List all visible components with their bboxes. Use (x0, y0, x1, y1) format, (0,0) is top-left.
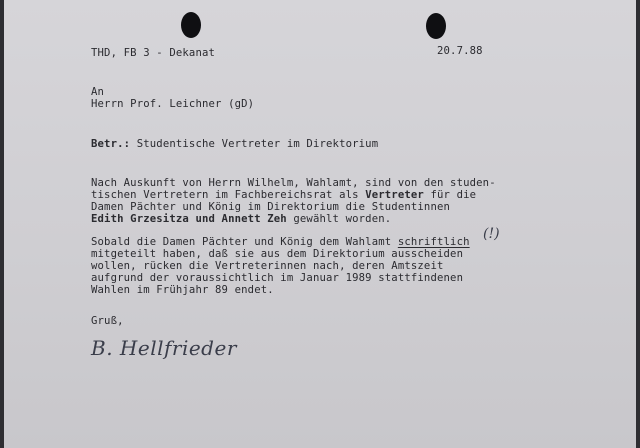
paragraph2-line3: wollen, rücken die Vertreterinnen nach, deren Amtszeit (91, 260, 444, 272)
paragraph1-line2 (91, 189, 476, 201)
handwritten-exclamation: (!) (483, 226, 500, 242)
subject-label: Betr.: (91, 138, 131, 150)
handwritten-signature: B. Hellfrieder (91, 336, 237, 360)
paragraph1-line4-end: gewählt worden. (286, 213, 392, 225)
paragraph1-line1: Nach Auskunft von Herrn Wilhelm, Wahlamt, sind von den studen- (91, 177, 496, 189)
paragraph2-line1-text: Sobald die Damen Pächter und König dem Wahlamt (91, 236, 398, 248)
punch-hole-left (181, 12, 201, 38)
letter-date: 20.7.88 (437, 45, 483, 57)
paragraph1-line4 (91, 213, 391, 225)
subject-text: Studentische Vertreter im Direktorium (136, 138, 379, 150)
recipient-name: Herrn Prof. Leichner (gD) (91, 98, 255, 110)
scan-edge-left (0, 0, 4, 448)
paragraph2-line5: Wahlen im Frühjahr 89 endet. (91, 284, 274, 296)
closing-greeting: Gruß, (91, 315, 124, 327)
recipient-to: An (91, 86, 105, 98)
paragraph2-line1 (91, 236, 470, 248)
elected-students: Edith Grzesitza und Annett Zeh (91, 213, 287, 225)
paragraph1-line2-text: tischen Vertretern im Fachbereichsrat als (91, 189, 366, 201)
underlined-schriftlich: schriftlich (397, 236, 470, 248)
paragraph1-line3: Damen Pächter und König im Direktorium die Studentinnen (91, 201, 451, 213)
punch-hole-right (426, 13, 446, 39)
paragraph1-line2-end: für die (423, 189, 477, 201)
scan-edge-right (636, 0, 640, 448)
sender-line: THD, FB 3 - Dekanat (91, 47, 216, 59)
paragraph2-line2: mitgeteilt haben, daß sie aus dem Direktorium ausscheiden (91, 248, 464, 260)
subject-line (91, 138, 378, 150)
paragraph2-line4: aufgrund der voraussichtlich im Januar 1989 stattfindenen (91, 272, 464, 284)
emphasis-vertreter: Vertreter (365, 189, 424, 201)
